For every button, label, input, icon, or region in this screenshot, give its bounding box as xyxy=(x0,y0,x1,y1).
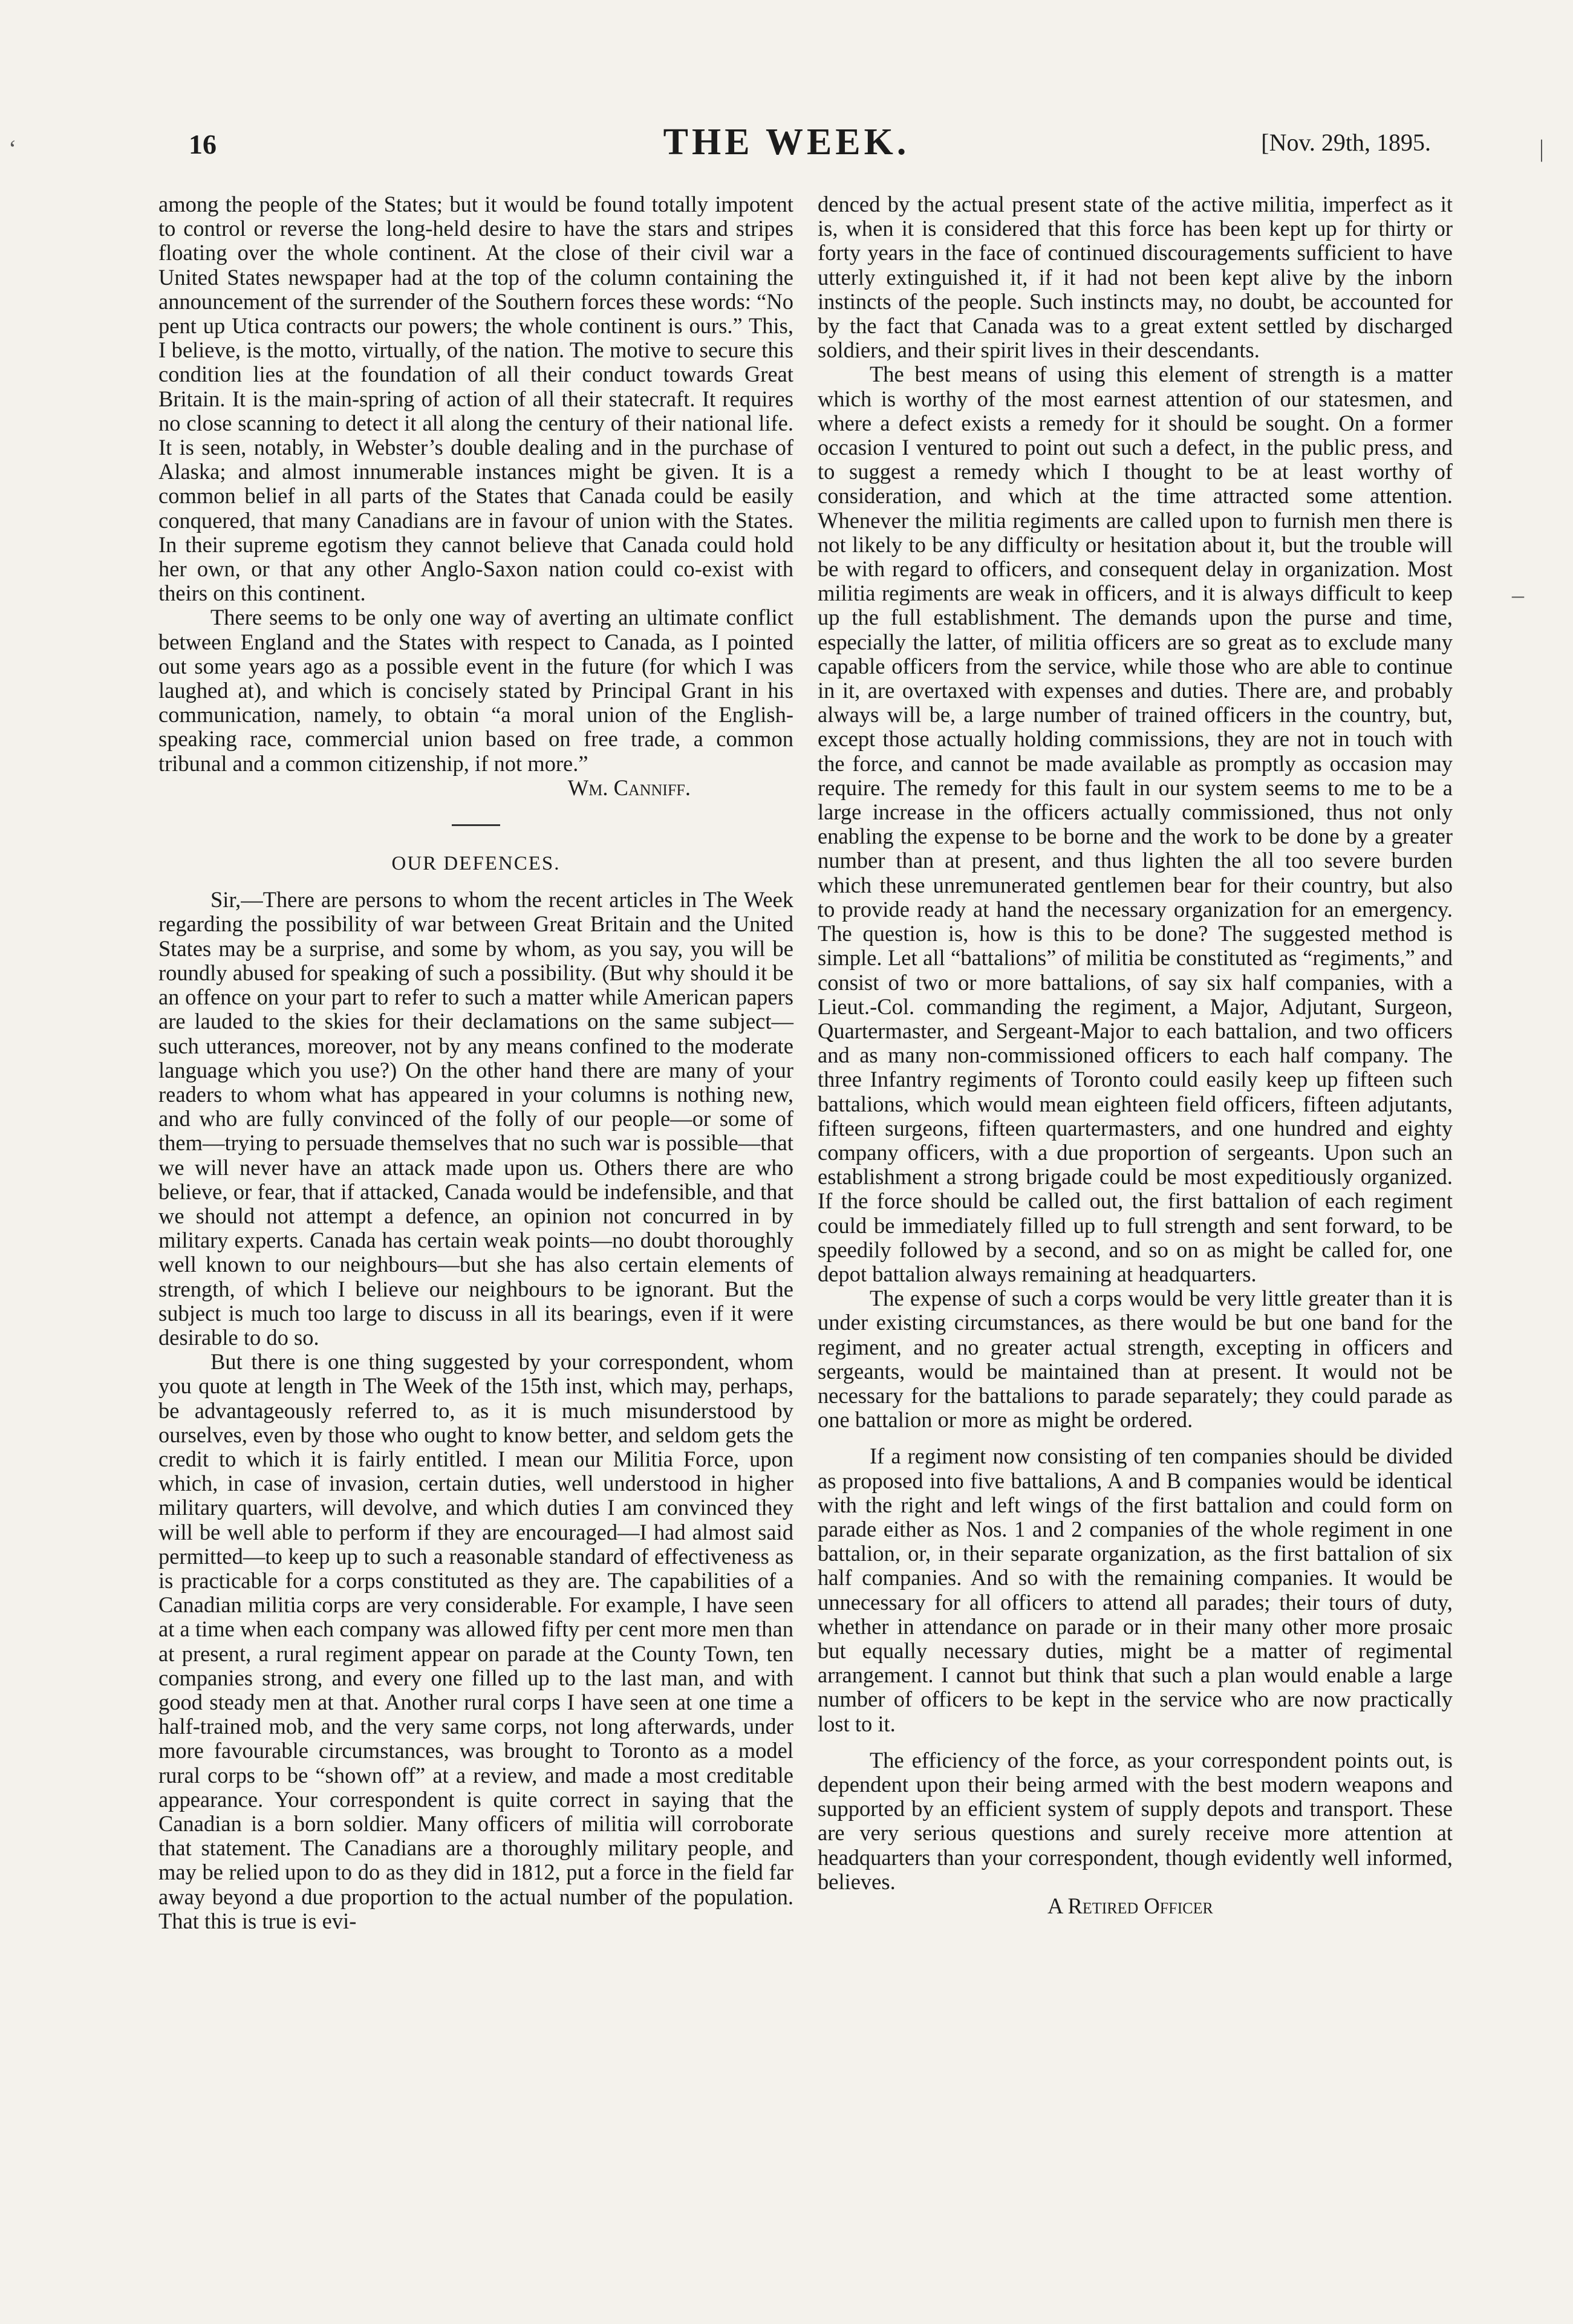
left-column xyxy=(158,192,793,1933)
dateline: [Nov. 29th, 1895. xyxy=(1261,129,1431,156)
section-divider xyxy=(452,824,500,826)
article-continuation-paragraph: among the people of the States; but it would be found totally impotent to control or reverse the long-held desire to have the stars and stripes floating over the whole continent. At the close of their civil war a United States newspaper had at the top of the column containing the announcement of the surrender of the Southern forces these words: “No pent up Utica contracts our powers; the whole continent is ours.” This, I believe, is the motto, virtually, of the nation. The motive to secure this condition lies at the foundation of all their conduct towards Great Britain. It is the main-spring of action of all their statecraft. It requires no close scanning to detect it all along the century of their national life. It is seen, notably, in Webster’s double dealing and in the purchase of Alaska; and almost innumerable instances might be given. It is a common belief in all parts of the States that Canada could be easily conquered, that many Canadians are in favour of union with the States. In their supreme egotism they cannot believe that Canada could hold her own, or that any other Anglo-Saxon nation could co-exist with theirs on this continent. xyxy=(158,192,793,606)
letter-paragraph: If a regiment now consisting of ten companies should be divided as proposed into five battalions, A and B companies would be identical with the right and left wings of the first battalion and could form on parade either as Nos. 1 and 2 companies of the whole regiment in one battalion, or, in their separate organization, as the first battalion of six half companies. And so with the remaining companies. It would be unnecessary for all officers to attend all parades; their tours of duty, whether in attendance on parade or in their many other more prosaic but equally necessary duties, might be a matter of regimental arrangement. I cannot but think that such a plan would enable a large number of officers to be kept in the service who are now practically lost to it. xyxy=(818,1444,1453,1736)
letter-signature: A Retired Officer xyxy=(1047,1893,1213,1919)
letter-paragraph: But there is one thing suggested by your correspondent, whom you quote at length in The Week of the 15th inst, which may, perhaps, be advantageously referred to, as it is much misunderstood by ourselves, even by those who ought to know better, and seldom gets the credit to which it is fairly entitled. I mean our Militia Force, upon which, in case of invasion, certain duties, well understood in higher military quarters, will devolve, and which duties I am convinced they will be well able to perform if they are encouraged—I had almost said permitted—to keep up to such a reasonable standard of effectiveness as is practicable for a corps constituted as they are. The capabilities of a Canadian militia corps are very considerable. For example, I have seen at a time when each company was allowed fifty per cent more men than at present, a rural regiment appear on parade at the County Town, ten companies strong, and every one filled up to the last man, and with good steady men at that. Another rural corps I have seen at one time a half-trained mob, and the very same corps, not long afterwards, under more favourable circumstances, was brought to Toronto as a model rural corps to be “shown off” at a review, and made a most creditable appearance. Your correspondent is quite correct in saying that the Canadian is a born soldier. Many officers of militia will corroborate that statement. The Canadians are a thoroughly military people, and may be relied upon to do as they did in 1812, put a force in the field far away beyond a due proportion to the actual number of the population. That this is true is evi- xyxy=(158,1349,793,1933)
letter-paragraph: denced by the actual present state of the active militia, imperfect as it is, when it is considered that this force has been kept up for thirty or forty years in the face of continued discouragements sufficient to have utterly extinguished it, if it had not been kept alive by the inborn instincts of the people. Such instincts may, no doubt, be accounted for by the fact that Canada was to a great extent settled by discharged soldiers, and their spirit lives in their descendants. xyxy=(818,192,1453,363)
masthead: THE WEEK. xyxy=(663,122,910,163)
letter-paragraph: The best means of using this element of strength is a matter which is worthy of the most earnest attention of our statesmen, and where a defect exists a remedy for it should be sought. On a former occasion I ventured to point out such a defect, in the public press, and to suggest a remedy which I thought to be at least worthy of consideration, and which at the time attracted some attention. Whenever the militia regiments are called upon to furnish men there is not likely to be any difficulty or hesitation about it, but the trouble will be with regard to officers, and consequent delay in organization. Most militia regiments are weak in officers, and it is always difficult to keep up the full establishment. The demands upon the purse and time, especially the latter, of militia officers are so great as to exclude many capable officers from the service, while those who are able to continue in it, are overtaxed with expenses and duties. There are, and probably always will be, a large number of trained officers in the country, but, except those actually holding commissions, they are not in touch with the force, and cannot be made available as promptly as occasion may require. The remedy for this fault in our system seems to me to be a large increase in the officers actually commissioned, thus not only enabling the expense to be borne and the work to be done by a greater number than at present, and thus lighten the all too severe burden which these unremunerated gentlemen bear for their country, but also to provide ready at hand the necessary organization for an emergency. The question is, how is this to be done? The suggested method is simple. Let all “battalions” of militia be constituted as “regiments,” and consist of two or more battalions, of say six half companies, with a Lieut.-Col. commanding the regiment, a Major, Adjutant, Surgeon, Quartermaster, and Sergeant-Major to each battalion, and two officers and as many non-commissioned officers to each half company. The three Infantry regiments of Toronto could easily keep up fifteen such battalions, which would mean eighteen field officers, fifteen adjutants, fifteen surgeons, fifteen quartermasters, and one hundred and eighty company officers, with a due proportion of sergeants. Upon such an establishment a strong brigade could be most expeditiously organized. If the force should be called out, the first battalion of each regiment could be immediately filled up to full strength and sent forward, to be speedily followed by a second, and so on as might be called for, one depot battalion always remaining at headquarters. xyxy=(818,362,1453,1286)
margin-tick-right-middle: – xyxy=(1512,581,1524,608)
article-closing-paragraph: There seems to be only one way of averting an ultimate conflict between England and the States with respect to Canada, as I pointed out some years ago as a possible event in the future (for which I was laughed at), and which is concisely stated by Principal Grant in his communication, namely, to obtain “a moral union of the English-speaking race, commercial union based on free trade, a common tribunal and a common citizenship, if not more.” xyxy=(158,605,793,776)
right-column xyxy=(818,192,1453,1918)
page-number: 16 xyxy=(189,129,217,160)
letter-paragraph: The efficiency of the force, as your correspondent points out, is dependent upon their being armed with the best modern weapons and supported by an efficient system of supply depots and transport. These are very serious questions and surely receive more attention at headquarters than your correspondent, though evidently well informed, believes. xyxy=(818,1747,1453,1894)
letter-paragraph: Sir,—There are persons to whom the recent articles in The Week regarding the possibility of war between Great Britain and the United States may be a surprise, and some by whom, as you say, you will be roundly abused for speaking of such a possibility. (But why should it be an offence on your part to refer to such a matter while American papers are lauded to the skies for their declamations on the same subject—such utterances, moreover, not by any means confined to the moderate language which you use?) On the other hand there are many of your readers to whom what has appeared in your columns is nothing new, and who are fully convinced of the folly of our people—or some of them—trying to persuade themselves that no such war is possible—that we will never have an attack made upon us. Others there are who believe, or fear, that if attacked, Canada would be indefensible, and that we should not attempt a defence, an opinion not concurred in by military experts. Canada has certain weak points—no doubt thoroughly well known to our neighbours—but she has also certain elements of strength, of which I believe our neighbours to be ignorant. But the subject is much too large to discuss in all its bearings, even if it were desirable to do so. xyxy=(158,887,793,1350)
section-heading: OUR DEFENCES. xyxy=(391,853,561,875)
letter-paragraph: The expense of such a corps would be very little greater than it is under existing circumstances, as there would be but one band for the regiment, and no greater actual strength, excepting in officers and sergeants, would be maintained than at present. It would not be necessary for the battalions to parade separately; they could parade as one battalion or more as might be ordered. xyxy=(818,1286,1453,1433)
margin-tick-right: | xyxy=(1539,135,1545,162)
margin-tick-left: ‘ xyxy=(8,135,17,162)
article-signature: Wm. Canniff. xyxy=(567,775,691,800)
